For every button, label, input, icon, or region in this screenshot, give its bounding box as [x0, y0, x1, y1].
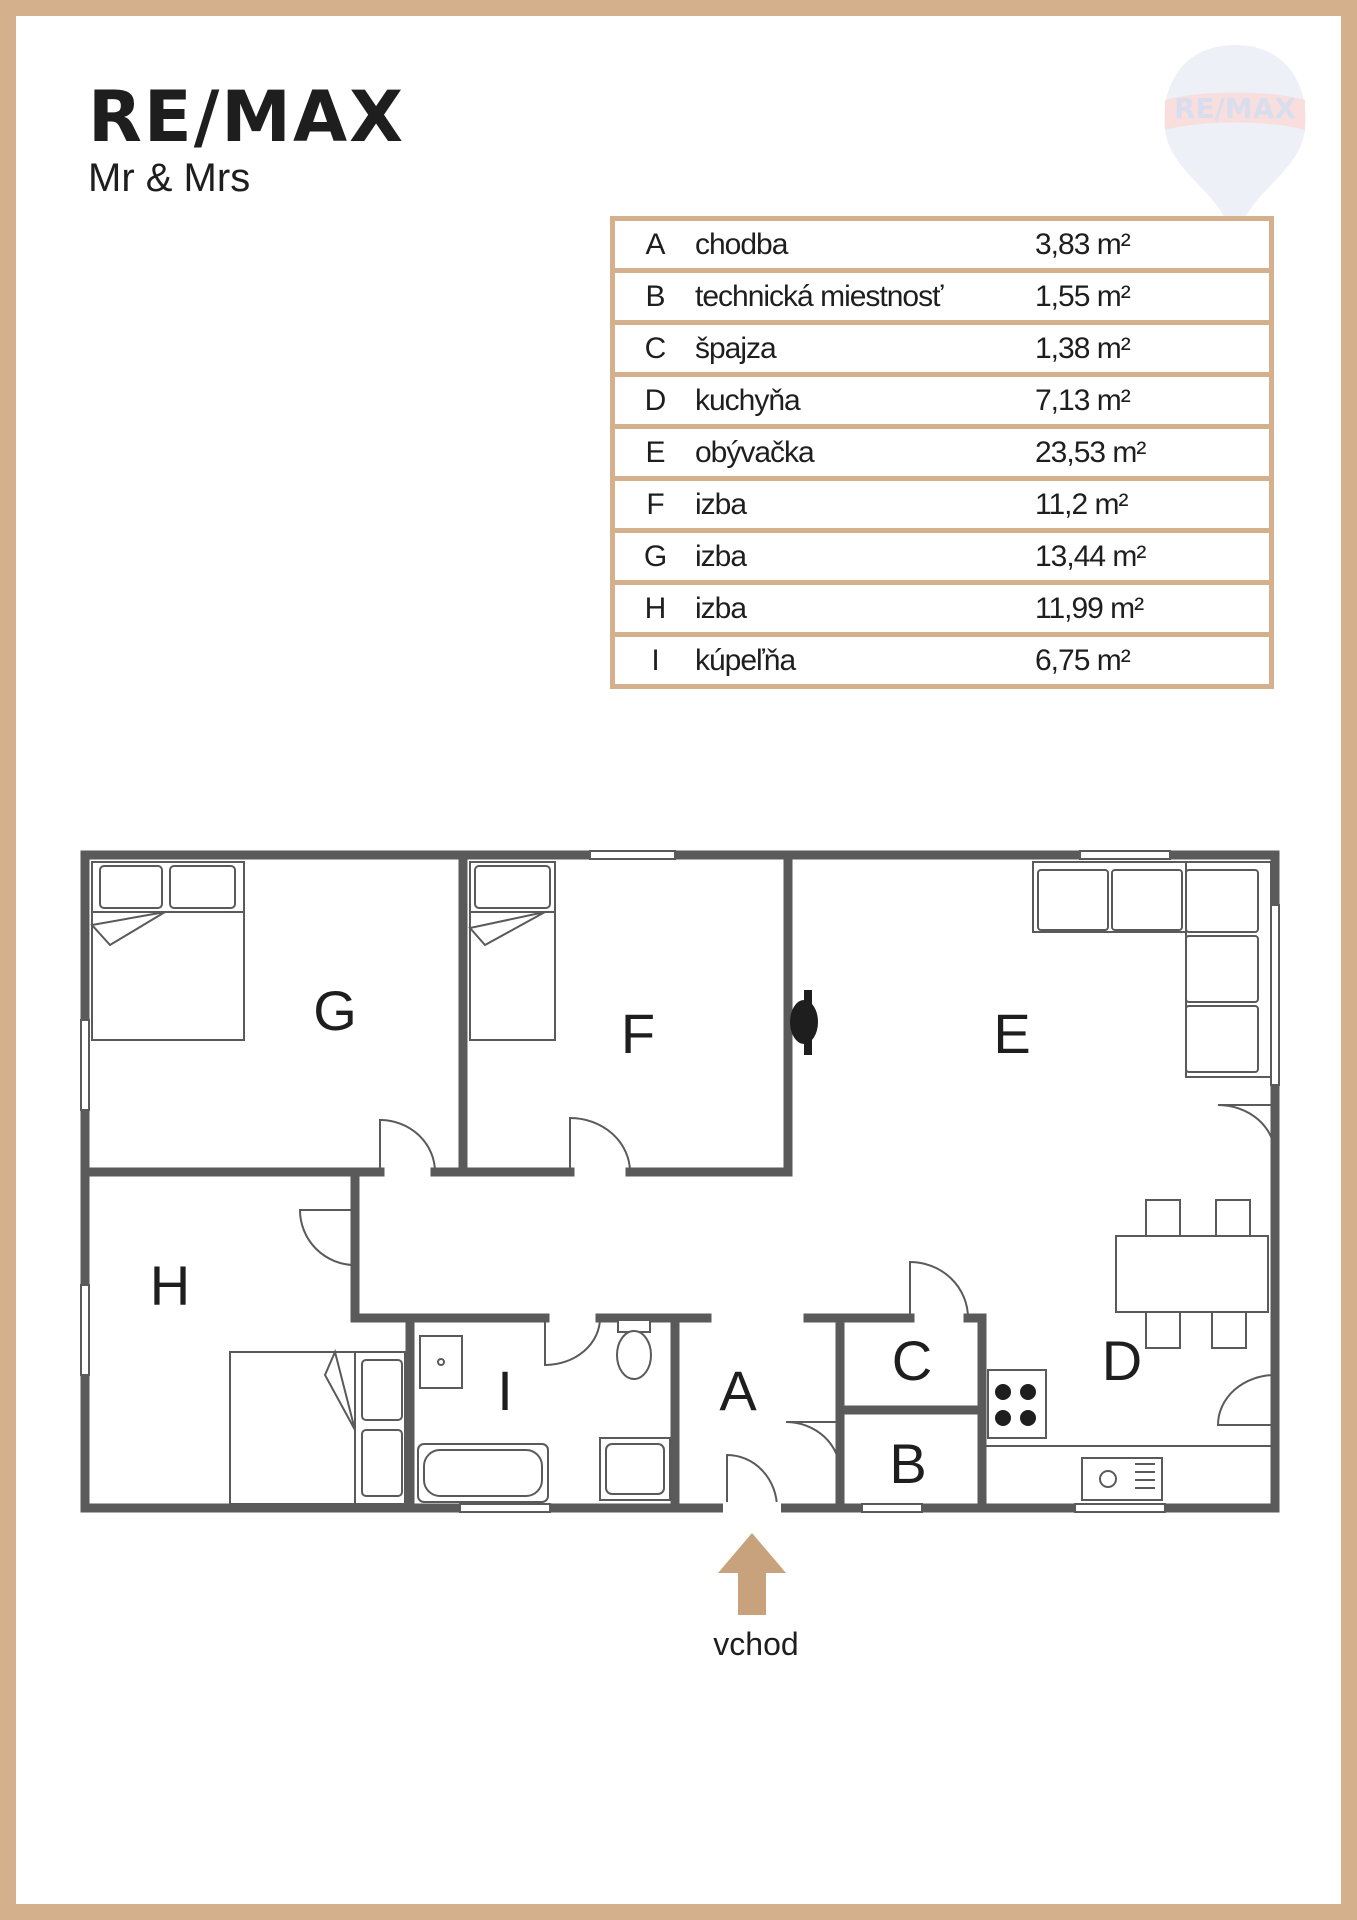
- bed-room-g: [92, 862, 244, 1040]
- room-key: B: [615, 273, 695, 320]
- room-name: izba: [695, 481, 1025, 528]
- room-area: 7,13 m²: [1025, 377, 1269, 424]
- room-name: technická miestnosť: [695, 273, 1025, 320]
- room-key: F: [615, 481, 695, 528]
- plan-label-d: D: [1101, 1329, 1143, 1392]
- bed-room-h: [230, 1352, 405, 1504]
- entrance-label: vchod: [713, 1626, 799, 1662]
- room-area: 23,53 m²: [1025, 429, 1269, 476]
- room-name: kúpeľňa: [695, 637, 1025, 684]
- balloon-watermark-text: RE/MAX: [1173, 92, 1297, 125]
- room-key: A: [615, 221, 695, 268]
- dining-table-icon: [1116, 1200, 1268, 1348]
- stove-icon: [988, 1370, 1046, 1438]
- plan-label-b: B: [889, 1432, 927, 1495]
- plan-label-a: A: [719, 1359, 757, 1422]
- plan-label-e: E: [993, 1002, 1031, 1065]
- room-name: izba: [695, 585, 1025, 632]
- kitchen-counter-icon: [986, 1446, 1271, 1500]
- toilet-icon: [617, 1320, 651, 1379]
- room-key: E: [615, 429, 695, 476]
- plan-label-h: H: [149, 1254, 191, 1317]
- arrow-up-icon: [718, 1533, 786, 1615]
- room-area: 6,75 m²: [1025, 637, 1269, 684]
- room-name: kuchyňa: [695, 377, 1025, 424]
- plan-label-i: I: [497, 1359, 513, 1422]
- room-area: 1,38 m²: [1025, 325, 1269, 372]
- agency-subtitle: Mr & Mrs: [88, 156, 251, 200]
- shower-icon: [600, 1438, 670, 1500]
- room-key: D: [615, 377, 695, 424]
- bed-room-f: [470, 862, 555, 1040]
- sink-icon: [420, 1336, 462, 1388]
- plan-label-c: C: [891, 1329, 933, 1392]
- room-area: 1,55 m²: [1025, 273, 1269, 320]
- room-name: izba: [695, 533, 1025, 580]
- room-key: G: [615, 533, 695, 580]
- sofa-icon: [1033, 862, 1271, 1077]
- room-area: 3,83 m²: [1025, 221, 1269, 268]
- plan-label-f: F: [620, 1002, 656, 1065]
- room-key: I: [615, 637, 695, 684]
- plan-label-g: G: [313, 979, 357, 1042]
- tv-wall-icon: [790, 990, 818, 1055]
- room-key: C: [615, 325, 695, 372]
- bathtub-icon: [418, 1444, 548, 1502]
- room-name: špajza: [695, 325, 1025, 372]
- room-area: 13,44 m²: [1025, 533, 1269, 580]
- room-name: obývačka: [695, 429, 1025, 476]
- room-name: chodba: [695, 221, 1025, 268]
- room-area: 11,99 m²: [1025, 585, 1269, 632]
- room-area: 11,2 m²: [1025, 481, 1269, 528]
- remax-logo: RE/MAX: [88, 76, 406, 158]
- room-key: H: [615, 585, 695, 632]
